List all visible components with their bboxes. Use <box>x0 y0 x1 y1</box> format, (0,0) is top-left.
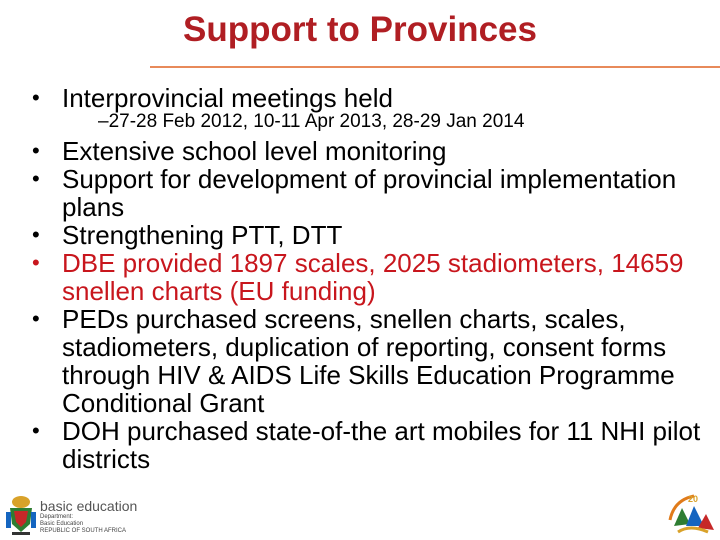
anniversary-logo-icon <box>664 490 716 536</box>
bullet-text: Support for development of provincial implementation plans <box>62 164 677 222</box>
bullet-dot: • <box>32 138 40 163</box>
department-line-2: Basic Education <box>40 521 84 527</box>
department-line-3: REPUBLIC OF SOUTH AFRICA <box>40 528 127 534</box>
bullet-text: Interprovincial meetings held <box>62 83 393 113</box>
bullet-item <box>30 305 710 417</box>
department-logo-text <box>40 500 137 535</box>
sub-bullet-item <box>30 111 710 133</box>
bullet-text: Strengthening PTT, DTT <box>62 220 343 250</box>
bullet-list <box>30 84 710 473</box>
anniversary-number: 20 <box>688 494 699 504</box>
bullet-text: PEDs purchased screens, snellen charts, scales, stadiometers, duplication of reporting, consent forms through HIV & AIDS Life Skills Education Programme Conditional Grant <box>62 304 675 418</box>
department-line-1: Department: <box>40 514 74 520</box>
bullet-item <box>30 221 710 249</box>
bullet-dot: • <box>32 85 40 110</box>
bullet-dot: • <box>32 250 40 275</box>
sub-bullet-text: –27-28 Feb 2012, 10-11 Apr 2013, 28-29 Jan 2014 <box>98 111 525 132</box>
bullet-text: Extensive school level monitoring <box>62 136 447 166</box>
bullet-item-highlight <box>30 249 710 305</box>
title-divider <box>150 66 720 68</box>
bullet-item <box>30 417 710 473</box>
bullet-dot: • <box>32 418 40 443</box>
bullet-item <box>30 165 710 221</box>
bullet-dot: • <box>32 166 40 191</box>
bullet-dot: • <box>32 306 40 331</box>
bullet-item <box>30 137 710 165</box>
bullet-text: DOH purchased state-of-the art mobiles for 11 NHI pilot districts <box>62 416 701 474</box>
bullet-dot: • <box>32 222 40 247</box>
slide-title: Support to Provinces <box>183 10 537 49</box>
bullet-item <box>30 84 710 112</box>
department-name: basic education <box>40 498 138 514</box>
bullet-text: DBE provided 1897 scales, 2025 stadiometers, 14659 snellen charts (EU funding) <box>62 248 684 306</box>
coat-of-arms-icon <box>4 494 38 536</box>
